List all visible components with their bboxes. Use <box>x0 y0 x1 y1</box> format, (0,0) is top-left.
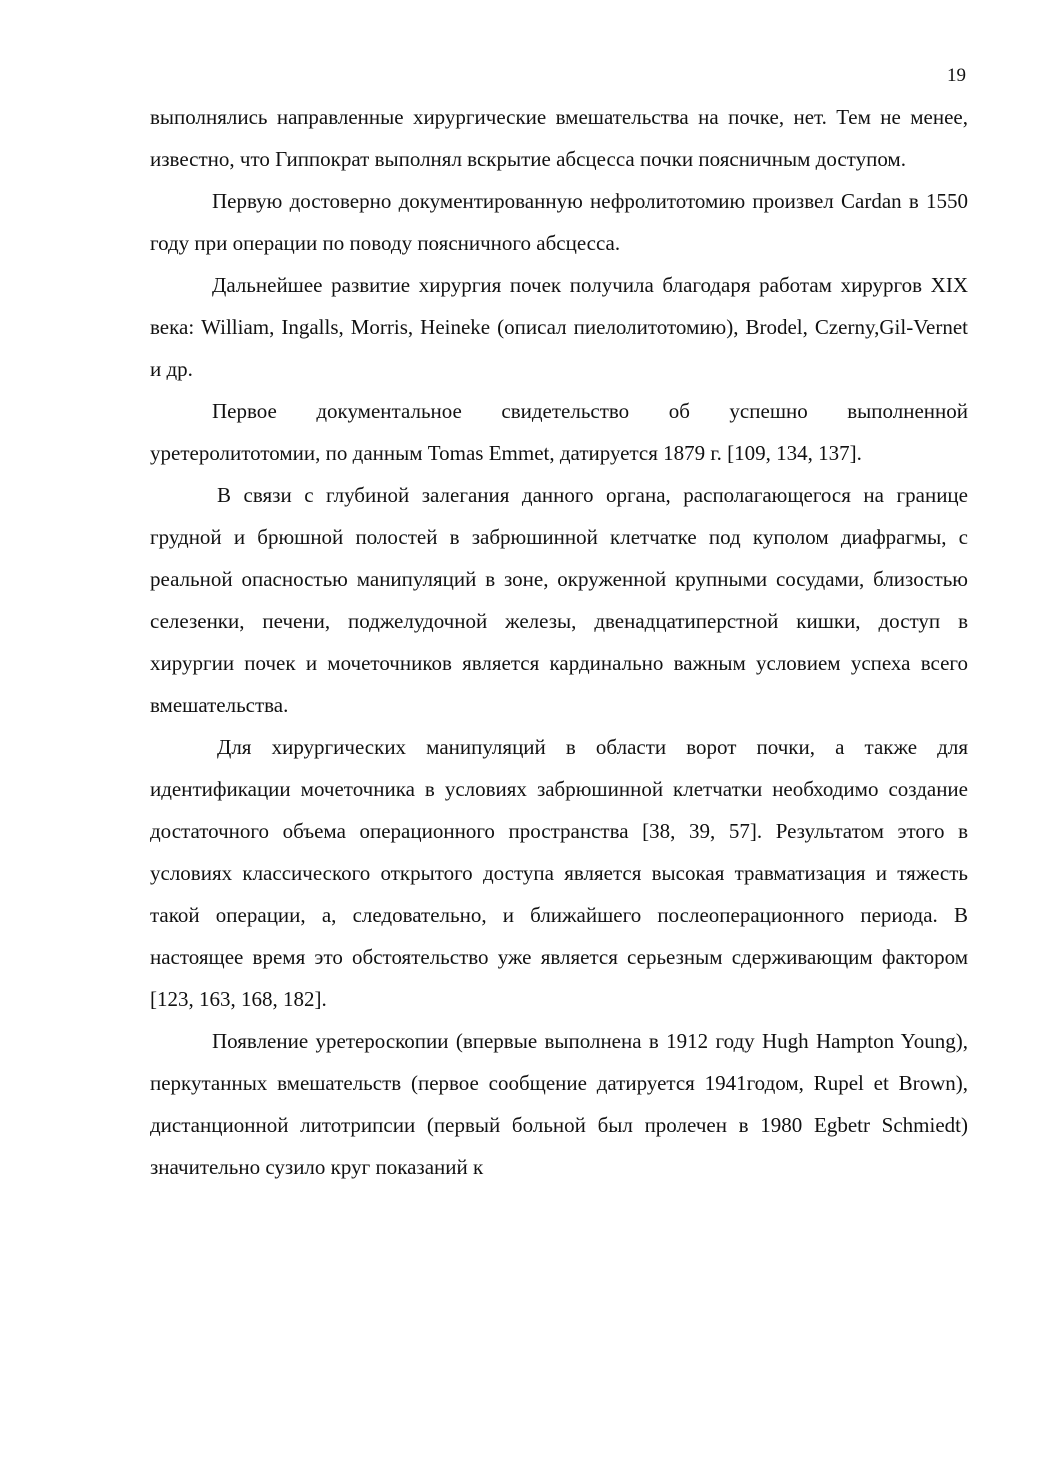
paragraph-ureteroscopy: Появление уретероскопии (впервые выполнена в 1912 году Hugh Hampton Young), перкутанных вмешательств (первое сообщение датируется 1941годом, Rupel et Brown), дистанционной литотрипсии (первый больной был пролечен в 1980 Egbetr Schmiedt) значительно сузило круг показаний к <box>150 1029 968 1179</box>
paragraph-cardan: Первую достоверно документированную нефролитотомию произвел Cardan в 1550 году при операции по поводу поясничного абсцесса. <box>150 189 968 255</box>
page-number: 19 <box>947 65 966 86</box>
paragraph-continuation: выполнялись направленные хирургические вмешательства на почке, нет. Тем не менее, известно, что Гиппократ выполнял вскрытие абсцесса почки поясничным доступом. <box>150 105 968 171</box>
paragraph-ureterolithotomy: Первое документальное свидетельство об успешно выполненной уретеролитотомии, по данным Tomas Emmet, датируется 1879 г. [109, 134, 137]. <box>150 399 968 465</box>
paragraph-xix-century: Дальнейшее развитие хирургия почек получила благодаря работам хирургов XIX века: William, Ingalls, Morris, Heineke (описал пиелолитотомию), Brodel, Czerny,Gil-Vernet и др. <box>150 273 968 381</box>
paragraph-anatomy: В связи с глубиной залегания данного органа, располагающегося на границе грудной и брюшной полостей в забрюшинной клетчатке под куполом диафрагмы, с реальной опасностью манипуляций в зоне, окруженной крупными сосудами, близостью селезенки, печени, поджелудочной железы, двенадцатиперстной кишки, доступ в хирургии почек и мочеточников является кардинально важным условием успеха всего вмешательства. <box>150 483 968 717</box>
document-body <box>150 96 968 1188</box>
paragraph-operative-space: Для хирургических манипуляций в области ворот почки, а также для идентификации мочеточника в условиях забрюшинной клетчатки необходимо создание достаточного объема операционного пространства [38, 39, 57]. Результатом этого в условиях классического открытого доступа является высокая травматизация и тяжесть такой операции, а, следовательно, и ближайшего послеоперационного периода. В настоящее время это обстоятельство уже является серьезным сдерживающим фактором [123, 163, 168, 182]. <box>150 735 968 1011</box>
